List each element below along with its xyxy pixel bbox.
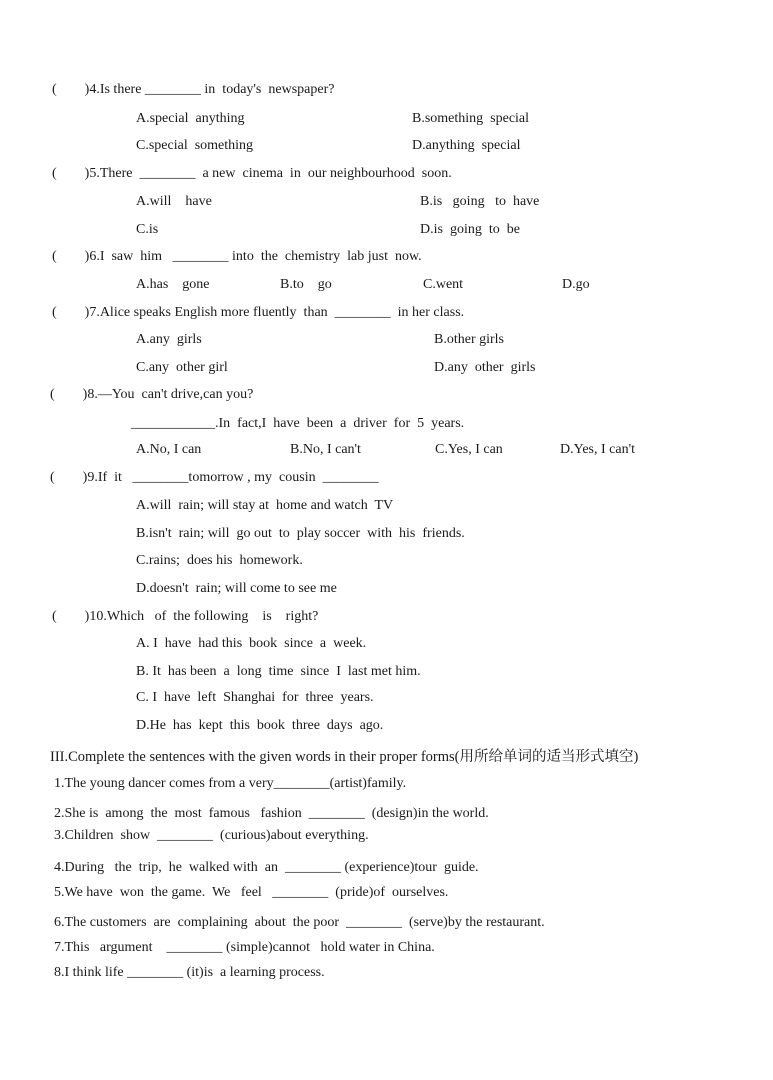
question-4-prompt: ( )4.Is there ________ in today's newspaper? [52, 82, 335, 97]
question-4-option-b[interactable]: B.something special [412, 111, 530, 126]
question-5-option-c[interactable]: C.is [136, 222, 159, 237]
question-6-option-a[interactable]: A.has gone [136, 277, 210, 292]
question-7-option-c[interactable]: C.any other girl [136, 360, 228, 375]
fill-in-item-8: 8.I think life ________ (it)is a learning process. [54, 965, 325, 980]
fill-in-item-1: 1.The young dancer comes from a very________(artist)family. [54, 776, 407, 791]
question-8-option-a[interactable]: A.No, I can [136, 442, 202, 457]
question-7-prompt: ( )7.Alice speaks English more fluently than ________ in her class. [52, 305, 465, 320]
question-6-option-b[interactable]: B.to go [280, 277, 332, 292]
fill-in-item-5: 5.We have won the game. We feel ________ (pride)of ourselves. [54, 885, 449, 900]
question-9-prompt: ( )9.If it ________tomorrow , my cousin ________ [50, 470, 379, 485]
question-8-option-c[interactable]: C.Yes, I can [435, 442, 503, 457]
question-8-prompt: ( )8.—You can't drive,can you? [50, 387, 254, 402]
question-10-option-b[interactable]: B. It has been a long time since I last met him. [136, 664, 421, 679]
fill-in-item-3: 3.Children show ________ (curious)about everything. [54, 828, 369, 843]
question-4-option-d[interactable]: D.anything special [412, 138, 521, 153]
question-10-option-d[interactable]: D.He has kept this book three days ago. [136, 718, 384, 733]
question-5-option-d[interactable]: D.is going to be [420, 222, 520, 237]
fill-in-item-2: 2.She is among the most famous fashion ________ (design)in the world. [54, 806, 489, 821]
question-8-answer-line: ____________.In fact,I have been a driver for 5 years. [131, 416, 465, 431]
question-6-prompt: ( )6.I saw him ________ into the chemistry lab just now. [52, 249, 422, 264]
question-10-prompt: ( )10.Which of the following is right? [52, 609, 319, 624]
question-10-option-c[interactable]: C. I have left Shanghai for three years. [136, 690, 374, 705]
question-5-option-a[interactable]: A.will have [136, 194, 212, 209]
question-9-option-c[interactable]: C.rains; does his homework. [136, 553, 303, 568]
question-7-option-b[interactable]: B.other girls [434, 332, 504, 347]
question-9-option-b[interactable]: B.isn't rain; will go out to play soccer with his friends. [136, 526, 465, 541]
question-4-option-a[interactable]: A.special anything [136, 111, 245, 126]
question-7-option-a[interactable]: A.any girls [136, 332, 202, 347]
question-10-option-a[interactable]: A. I have had this book since a week. [136, 636, 367, 651]
question-5-option-b[interactable]: B.is going to have [420, 194, 540, 209]
question-9-option-d[interactable]: D.doesn't rain; will come to see me [136, 581, 337, 596]
question-8-option-b[interactable]: B.No, I can't [290, 442, 361, 457]
section-3-title: III.Complete the sentences with the given words in their proper forms(用所给单词的适当形式填空) [50, 749, 639, 765]
fill-in-item-6: 6.The customers are complaining about the poor ________ (serve)by the restaurant. [54, 915, 545, 930]
question-9-option-a[interactable]: A.will rain; will stay at home and watch TV [136, 498, 394, 513]
question-6-option-d[interactable]: D.go [562, 277, 590, 292]
fill-in-item-4: 4.During the trip, he walked with an ________ (experience)tour guide. [54, 860, 479, 875]
question-5-prompt: ( )5.There ________ a new cinema in our neighbourhood soon. [52, 166, 452, 181]
question-7-option-d[interactable]: D.any other girls [434, 360, 536, 375]
fill-in-item-7: 7.This argument ________ (simple)cannot hold water in China. [54, 940, 435, 955]
question-4-option-c[interactable]: C.special something [136, 138, 254, 153]
question-6-option-c[interactable]: C.went [423, 277, 464, 292]
question-8-option-d[interactable]: D.Yes, I can't [560, 442, 635, 457]
